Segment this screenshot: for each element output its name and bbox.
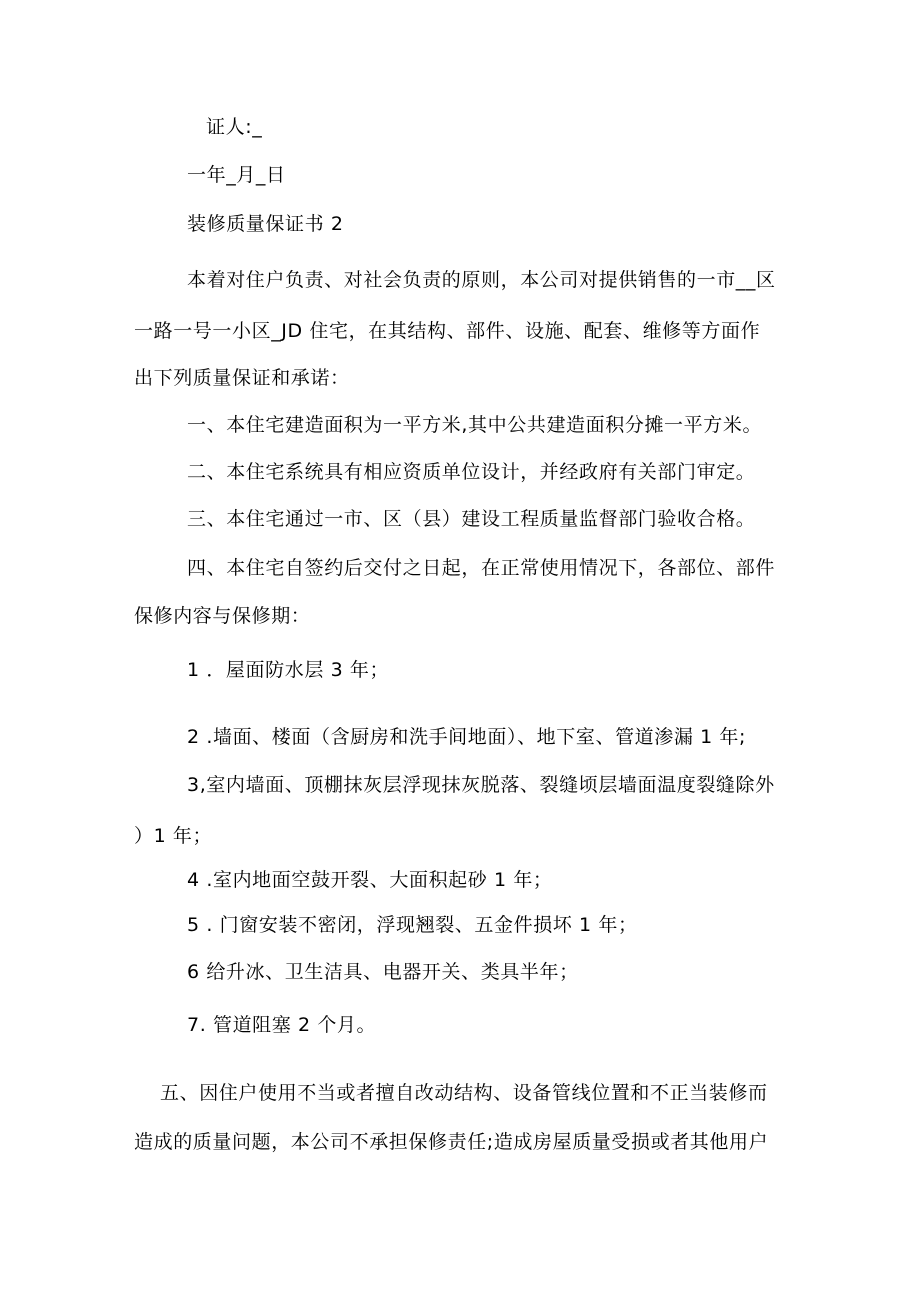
intro-line-1: 本着对住户负责、对社会负责的原则，本公司对提供销售的一市__区: [187, 269, 776, 291]
warranty-item-5: 5 . 门窗安装不密闭，浮现翘裂、五金件损坏 1 年；: [187, 914, 638, 936]
clause-5-line-1: 五、因住户使用不当或者擅自改动结构、设备管线位置和不正当装修而: [160, 1082, 768, 1104]
date-line: 一年_月_日: [187, 164, 286, 186]
warranty-item-3-line-1: 3,室内墙面、顶棚抹灰层浮现抹灰脱落、裂缝顷层墙面温度裂缝除外: [187, 774, 775, 796]
warranty-item-3-line-2: ）1 年；: [134, 825, 213, 847]
intro-line-2: 一路一号一小区_JD 住宅，在其结构、部件、设施、配套、维修等方面作: [134, 320, 761, 342]
clause-3: 三、本住宅通过一市、区（县）建设工程质量监督部门验收合格。: [187, 508, 756, 530]
warranty-item-2: 2 .墙面、楼面（含厨房和洗手间地面）、地下室、管道渗漏 1 年;: [187, 726, 747, 748]
warranty-item-6: 6 给升冰、卫生洁具、电器开关、类具半年；: [187, 961, 579, 983]
clause-1: 一、本住宅建造面积为一平方米,其中公共建造面积分摊一平方米。: [187, 414, 763, 436]
clause-2: 二、本住宅系统具有相应资质单位设计，并经政府有关部门审定。: [187, 461, 756, 483]
clause-5-line-2: 造成的质量问题，本公司不承担保修责任;造成房屋质量受损或者其他用户: [134, 1131, 769, 1153]
document-title: 装修质量保证书 2: [187, 213, 344, 235]
warranty-item-4: 4 .室内地面空鼓开裂、大面积起砂 1 年；: [187, 869, 553, 891]
intro-line-3: 出下列质量保证和承诺：: [134, 367, 350, 389]
clause-4-line-2: 保修内容与保修期：: [134, 605, 311, 627]
warranty-item-1: 1 ．屋面防水层 3 年；: [187, 659, 390, 681]
warranty-item-7: 7. 管道阻塞 2 个月。: [187, 1014, 377, 1036]
witness-line: 证人:_: [206, 116, 263, 138]
clause-4-line-1: 四、本住宅自签约后交付之日起，在正常使用情况下，各部位、部件: [187, 557, 776, 579]
